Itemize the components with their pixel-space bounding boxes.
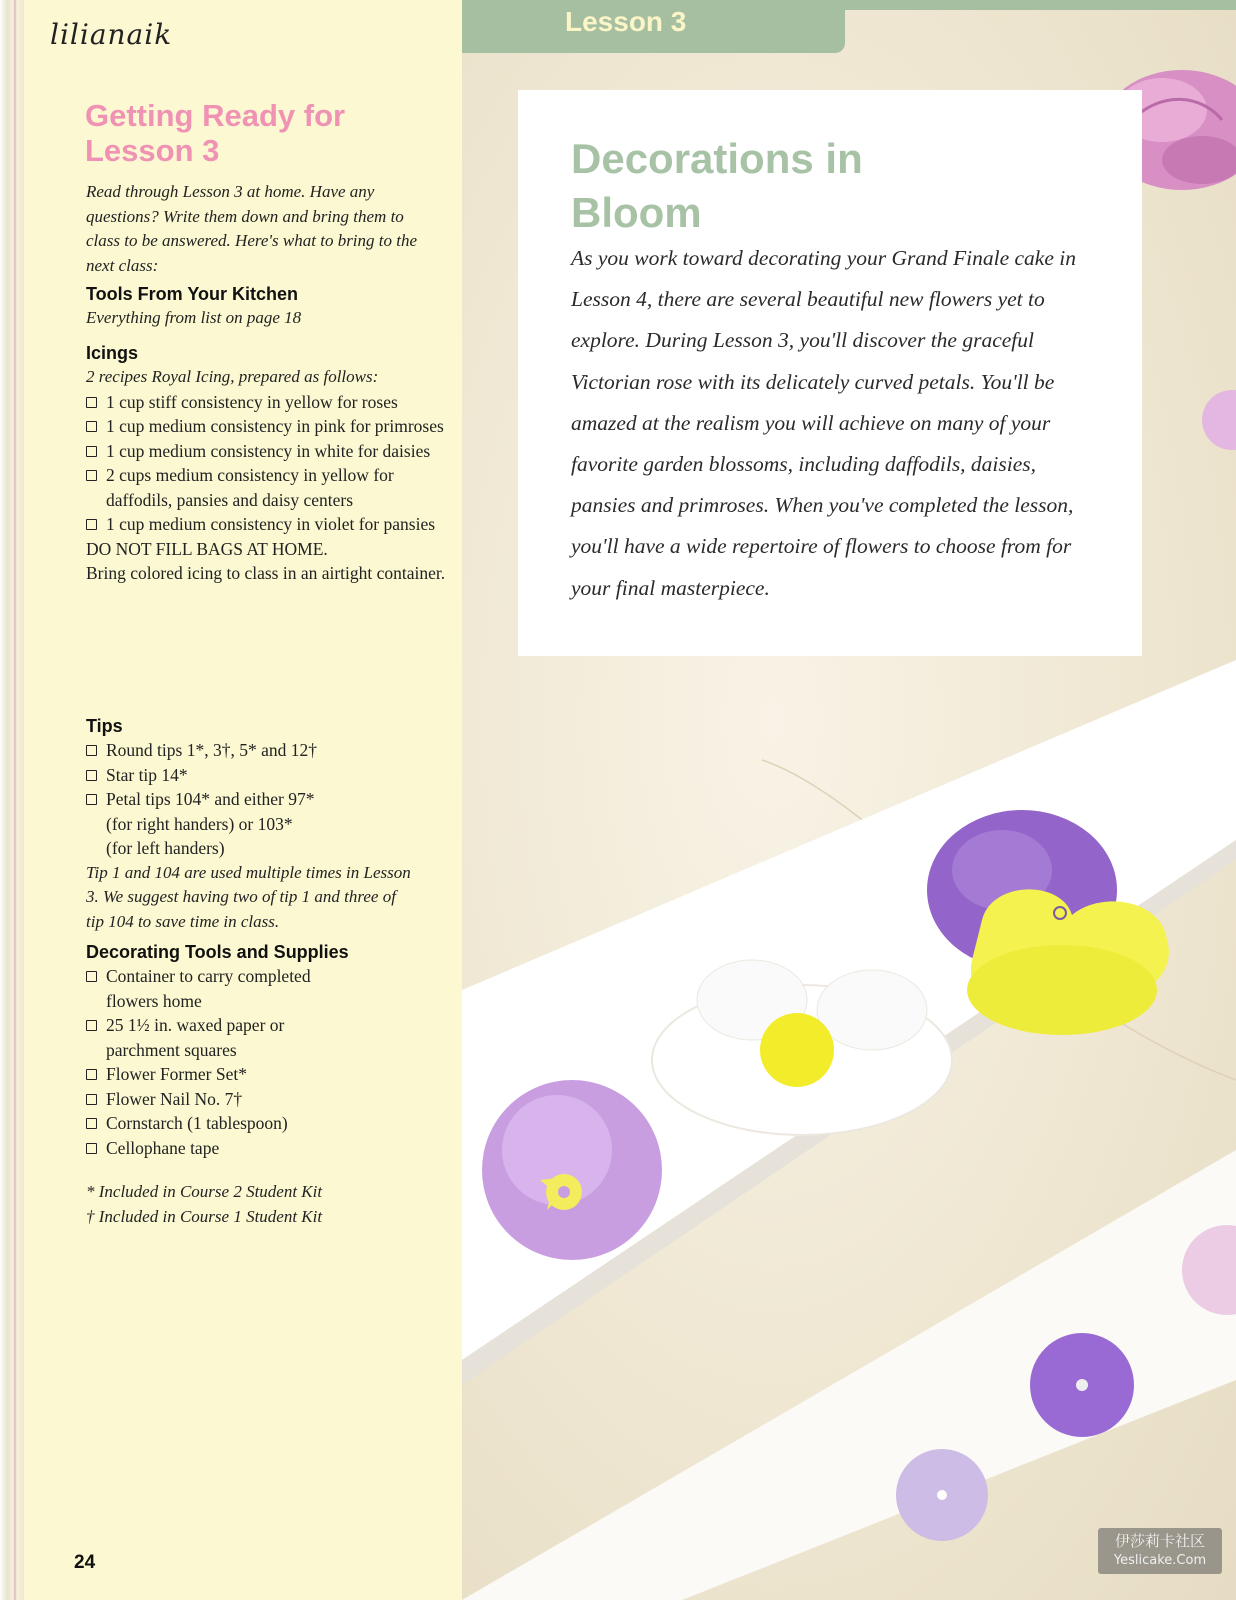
page-edge [0, 0, 24, 1600]
footnotes [86, 1180, 436, 1229]
list-item: 1 cup stiff consistency in yellow for roses [86, 390, 456, 415]
icings-instruction: Bring colored icing to class in an airtight container. [86, 563, 446, 583]
tips-heading: Tips [86, 716, 123, 736]
checkbox-icon [86, 421, 97, 432]
feature-body: As you work toward decorating your Grand Finale cake in Lesson 4, there are several beautiful new flowers yet to explore. During Lesson 3, you'll discover the graceful Victorian rose with its delicately curved petals. You'll be amazed at the realism you will achieve on many of your favorite garden blossoms, including daffodils, daisies, pansies and primroses. When you've completed the lesson, you'll have a wide repertoire of flowers to choose from for your final masterpiece. [571, 246, 1076, 600]
list-item: Round tips 1*, 3†, 5* and 12† [86, 738, 456, 763]
footnote: * Included in Course 2 Student Kit [86, 1182, 323, 1201]
supplies-section [86, 940, 456, 1160]
list-item: Flower Nail No. 7† [86, 1087, 346, 1112]
list-item: Star tip 14* [86, 763, 456, 788]
watermark-line-1: 伊莎莉卡社区 [1114, 1532, 1205, 1550]
watermark-line-2: Yeslicake.Com [1113, 1553, 1207, 1568]
list-item: Flower Former Set* [86, 1062, 346, 1087]
primrose-decoration [482, 1080, 662, 1260]
list-item: 25 1½ in. waxed paper or parchment squares [86, 1013, 346, 1062]
supplies-heading: Decorating Tools and Supplies [86, 942, 349, 962]
icings-heading: Icings [86, 343, 139, 363]
checkbox-icon [86, 971, 97, 982]
checkbox-icon [86, 446, 97, 457]
footnote: † Included in Course 1 Student Kit [86, 1206, 323, 1226]
signature: lilianaik [50, 18, 173, 51]
icings-note: 2 recipes Royal Icing, prepared as follows: [86, 367, 379, 386]
tips-list [86, 738, 456, 861]
lesson-tab [462, 0, 845, 53]
kitchen-note: Everything from list on page 18 [86, 308, 302, 327]
checkbox-icon [86, 1118, 97, 1129]
checkbox-icon [86, 770, 97, 781]
checkbox-icon [86, 470, 97, 481]
intro-text: Read through Lesson 3 at home. Have any questions? Write them down and bring them to class to be answered. Here's what to bring to the next class: [86, 182, 418, 275]
list-item: Cornstarch (1 tablespoon) [86, 1111, 346, 1136]
tips-note: Tip 1 and 104 are used multiple times in Lesson 3. We suggest having two of tip 1 and three of tip 104 to save time in class. [86, 862, 411, 931]
sidebar [24, 0, 462, 1600]
feature-title: Decorations in Bloom [571, 135, 863, 236]
checkbox-icon [86, 397, 97, 408]
icings-warning: DO NOT FILL BAGS AT HOME. [86, 538, 328, 559]
icings-list [86, 390, 456, 537]
checkbox-icon [86, 1094, 97, 1105]
checkbox-icon [86, 1143, 97, 1154]
list-item: 1 cup medium consistency in violet for pansies [86, 512, 456, 537]
list-item: Container to carry completed flowers home [86, 964, 346, 1013]
page-number: 24 [74, 1552, 96, 1573]
kitchen-section [86, 282, 456, 331]
list-item: 2 cups medium consistency in yellow for daffodils, pansies and daisy centers [86, 463, 456, 512]
list-item: Cellophane tape [86, 1136, 346, 1161]
sidebar-title: Getting Ready for Lesson 3 [85, 98, 346, 168]
list-item: 1 cup medium consistency in white for daisies [86, 439, 456, 464]
list-item: Petal tips 104* and either 97* (for right handers) or 103* (for left handers) [86, 787, 316, 861]
lesson-band [845, 0, 1236, 10]
lesson-label: Lesson 3 [565, 6, 687, 37]
checkbox-icon [86, 1069, 97, 1080]
icings-section [86, 341, 456, 586]
tips-section [86, 714, 456, 934]
checkbox-icon [86, 745, 97, 756]
site-watermark [1098, 1528, 1222, 1574]
checkbox-icon [86, 794, 97, 805]
checkbox-icon [86, 1020, 97, 1031]
supplies-list [86, 964, 346, 1160]
kitchen-heading: Tools From Your Kitchen [86, 284, 299, 304]
feature-box [518, 90, 1142, 656]
checkbox-icon [86, 519, 97, 530]
list-item: 1 cup medium consistency in pink for primroses [86, 414, 456, 439]
